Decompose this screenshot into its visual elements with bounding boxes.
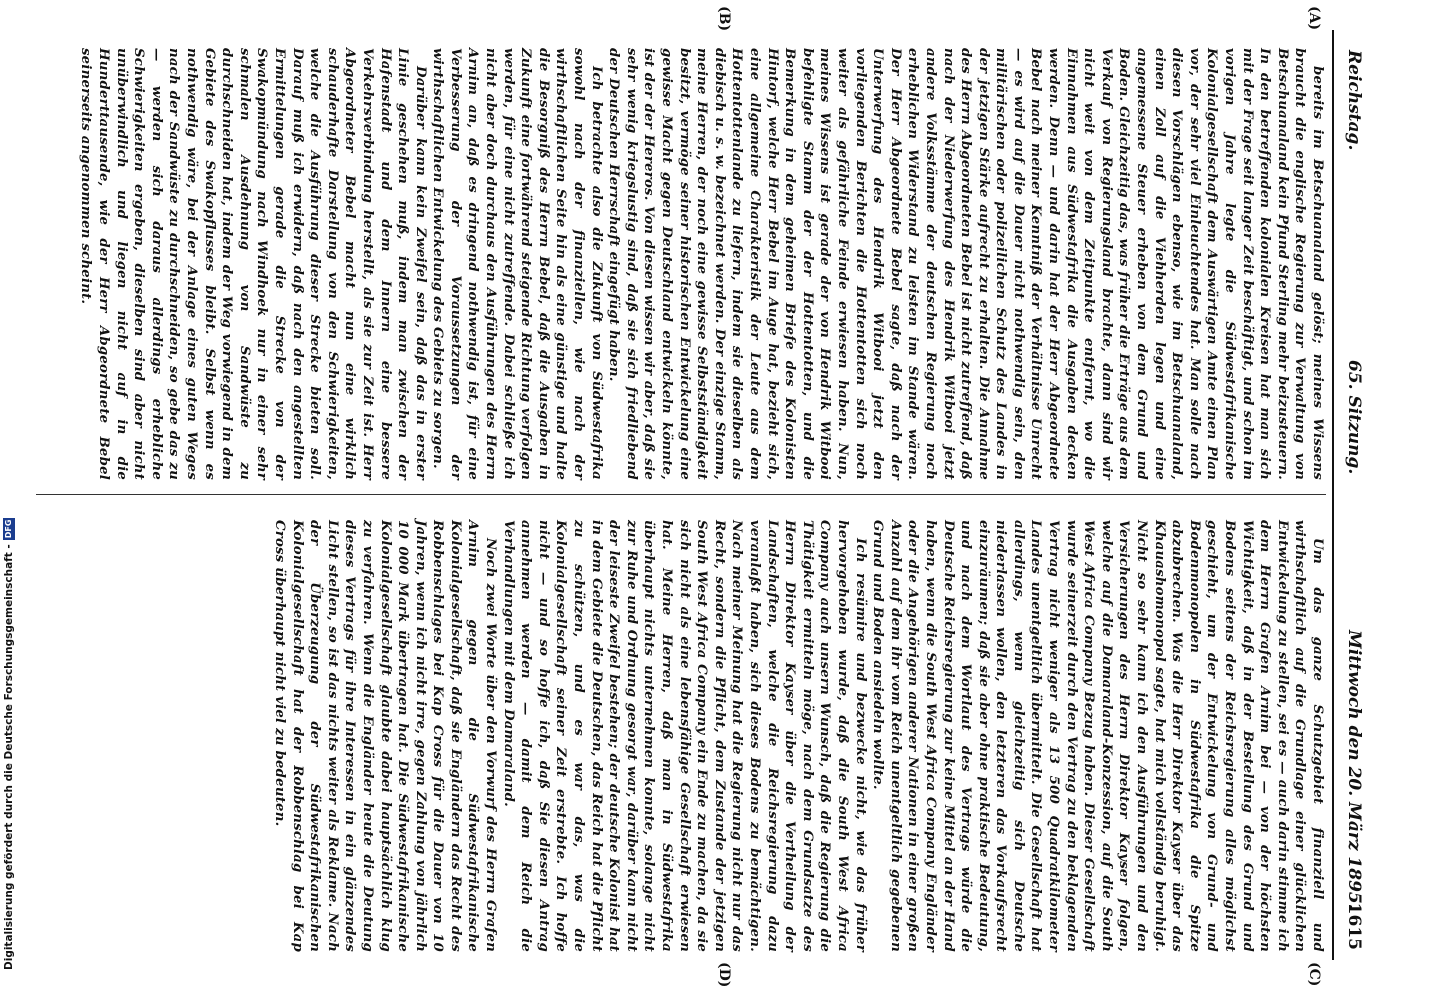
paragraph: Um das ganze Schutzgebiet finanziell und wirthschaftlich auf die Grundlage einer glücklichen Entwickelung zu stellen, sei es — auch darin stimme ich dem Herrn Grafen Arnim bei — von der höchsten Wichtigkeit, daß in der Bestellung des Grund und Bodens seitens der Reichsregierung alles möglichst geschieht, um der Entwickelung von Grund- und Bodenmonopolen in Südwestafrika die Spitze abzubrechen. Was die Herr Direktor Kayser über das Khauashomonopol sagte, hat mich vollständig beruhigt. Nicht so sehr kann ich den Ausführungen und den Versicherungen des Herrn Direktor Kayser folgen, welche auf die Damaraland-Konzession, auf die South West Africa Company Bezug haben. Dieser Gesellschaft wurde seinerzeit durch den Vertrag zu den beklagenden Vertrag nicht weniger als 13 500 Quadratkilometer Landes unentgeltlich übermittelt. Die Gesellschaft hat allerdings, wenn gleichzeitig sich Deutsche niederlassen wollen, den letzteren das Vorkaufsrecht einzuräumen; daß sie aber ohne praktische Bedeutung, und nach dem Wortlaut des Vertrags würde die Deutsche Reichsregierung zur keine Mittel an der Hand haben, wenn die South West Africa Company Engländer oder die Angehörigen anderer Nationen in einer großen Anzahl auf dem ihr vom Reich unentgeltlich gegebenen Grund und Boden ansiedeln wollte. <box>870 520 1325 952</box>
left-column <box>77 48 1326 480</box>
paragraph: Ich betrachte also die Zukunft von Südwestafrika sowohl nach der finanziellen, wie nach der wirthschaftlichen Seite hin als eine günstige und halte die Besorgniß des Herrn Bebel, daß die Ausgaben in Zukunft eine fortwährend steigende Richtung verfolgen werden, für eine nicht zutreffende. Dabei schließe ich nicht aber doch durchaus den Ausführungen des Herrn Arnim an, daß es dringend nothwendig ist, für eine Verbesserung der Voraussetzungen der wirthschaftlichen Entwickelung des Gebiets zu sorgen. <box>430 48 604 480</box>
header-rule <box>1332 30 1334 960</box>
right-column <box>270 520 1326 952</box>
page-header <box>1336 30 1368 960</box>
paragraph: Ich resümire und bezwecke nicht, wie das früher hervorgehoben wurde, daß die South West Africa Company auch unsern Wunsch, daß die Regierung die Thätigkeit ermitteln möge, nach dem Grundsatze des Herrn Direktor Kayser über die Vertheilung der Landschaften, welche die Reichsregierung dazu veranlaßt haben, sich dieses Bodens zu bemächtigen. Nach meiner Meinung hat die Regierung nicht nur das Recht, sondern die Pflicht, dem Zustande der jetzigen South West Africa Company ein Ende zu machen, da sie sich nicht als eine lebensfähige Gesellschaft erwiesen hat. Meine Herren, daß man in Südwestafrika überhaupt nichts unternehmen konnte, solange nicht zur Ruhe und Ordnung gesorgt war, darüber kann nicht der leiseste Zweifel bestehen; der deutsche Kolonist hat in dem Gebiete die Deutschen, das Reich hat die Pflicht zu schützen, und es war das, was die Kolonialgesellschaft seiner Zeit erstrebte. Ich hoffe nicht — und so hoffe ich, daß Sie diesen Antrag annehmen werden — damit dem Reich die Verhandlungen mit dem Damaraland. <box>500 520 868 952</box>
dfg-logo: DFG <box>4 519 13 539</box>
margin-mark-a: (A) <box>1306 6 1322 31</box>
margin-mark-c: (C) <box>1306 962 1322 987</box>
paragraph: Noch zwei Worte über den Vorwurf des Herrn Grafen Arnim gegen die Südwestafrikanische Kolonialgesellschaft, daß sie Engländern das Recht des Robbenschlages bei Kap Cross für die Dauer von 10 Jahren, wenn ich nicht irre, gegen Zahlung von jährlich 10 000 Mark übertragen hat. Die Südwestafrikanische Kolonialgesellschaft glaubte dabei hauptsächlich klug zu verfahren. Wenn die Engländer heute die Deutung dieses Vertrags für ihre Interessen in ein glänzendes Licht stellen, so ist das nichts weiter als Reklame. Nach der Überzeugung der Südwestafrikanischen Kolonialgesellschaft hat der Robbenschlag bei Kap Cross überhaupt nicht viel zu bedeuten. <box>271 520 499 952</box>
header-left: Reichstag. <box>1344 50 1364 151</box>
margin-mark-b: (B) <box>716 6 732 32</box>
attribution-text: Digitalisierung gefördert durch die Deutsche Forschungsgemeinschaft - <box>3 544 15 970</box>
column-divider <box>36 494 1326 495</box>
margin-mark-d: (D) <box>716 962 732 988</box>
page-number: 1615 <box>1344 902 1364 950</box>
paragraph: Darüber kann kein Zweifel sein, daß das in erster Linie geschehen muß, indem man zwischen der Hafenstadt und dem Innern eine bessere Verkehrsverbindung herstellt, als sie zur Zeit ist. Herr Abgeordneter Bebel macht nun eine wirklich schauderhafte Darstellung von den Schwierigkeiten, welche die Ausführung dieser Strecke bieten soll. Darauf muß ich erwidern, daß nach den angestellten Ermittelungen gerade die Strecke von der Swakopmündung nach Windhoek nur in einer sehr schmalen Ausdehnung von Sandwüste zu durchschneiden hat, indem der Weg vorwiegend in dem Gebiete des Swakopflusses bleibt. Selbst wenn es nothwendig wäre, bei der Anlage eines guten Weges nach der Sandwüste zu durchschneiden, so gebe das zu — werden sich daraus allerdings erhebliche Schwierigkeiten ergeben, dieselben sind aber nicht unüberwindlich und liegen nicht auf in die Hunderttausende, wie der Herr Abgeordnete Bebel seinerseits angenommen scheint. <box>78 48 428 480</box>
document-viewport <box>18 0 1432 1000</box>
attribution-strip <box>0 0 18 1000</box>
header-right: Mittwoch den 20. März 1895. <box>1344 630 1364 910</box>
header-center: 65. Sitzung. <box>1344 360 1364 475</box>
digitization-credit <box>0 0 18 1000</box>
document-page <box>18 0 1378 990</box>
paragraph: bereits im Betschuanaland gelöst; meines Wissens braucht die englische Regierung zur Verwaltung von Betschuanaland kein Pfund Sterling mehr beizusteuern. In den betreffenden kolonialen Kreisen hat man sich mit der Frage seit langer Zeit beschäftigt, und schon im vorigen Jahre legte die Südwestafrikanische Kolonialgesellschaft dem Auswärtigen Amte einen Plan vor, der sehr viel Einleuchtendes hat. Man solle nach diesen Vorschlägen ebenso, wie im Betschuanaland, einen Zoll auf die Viehherden legen und eine angemessene Steuer erheben von dem Grund und Boden. Gleichzeitig das, was früher die Erträge aus dem Verkauf von Regierungsland brachte, dann sind wir nicht weit von dem Zeitpunkte entfernt, wo die Einnahmen aus Südwestafrika die Ausgaben decken werden. Denn — und darin hat der Herr Abgeordnete Bebel nach meiner Kenntniß der Verhältnisse Unrecht — es wird auf die Dauer nicht nothwendig sein, den militärischen oder polizeilichen Schutz des Landes in der jetzigen Stärke aufrecht zu erhalten. Die Annahme des Herrn Abgeordneten Bebel ist nicht zutreffend, daß nach der Niederwerfung des Hendrik Witbooi jetzt andere Volksstämme der deutschen Regierung noch erheblichen Widerstand zu leisten im Stande wären. Der Herr Abgeordnete Bebel sagte, daß nach der Unterwerfung des Hendrik Witbooi jetzt den vorliegenden Berichten die Hottentotten sich noch weiter als gefährliche Feinde erwiesen haben. Nun, meines Wissens ist gerade der von Hendrik Witbooi befehligte Stamm der der Hottentotten, und die Bemerkung in dem geheimen Briefe des Kolonisten Hintorf, welche Herr Bebel im Auge hat, bezieht sich, eine allgemeine Charakteristik der Leute aus dem Hottentottenlande zu liefern, indem sie dieselben als diebisch u. s. w. bezeichnet werden. Der einzige Stamm, meine Herren, der noch eine gewisse Selbstständigkeit besitzt, vermöge seiner historischen Entwickelung eine gewisse Macht gegen Deutschland entwickeln könnte, ist der der Hereros. Von diesen wissen wir aber, daß sie sehr wenig kriegslustig sind, daß sie sich friedliebend der Deutschen Herrschaft eingefügt haben. <box>606 48 1325 480</box>
